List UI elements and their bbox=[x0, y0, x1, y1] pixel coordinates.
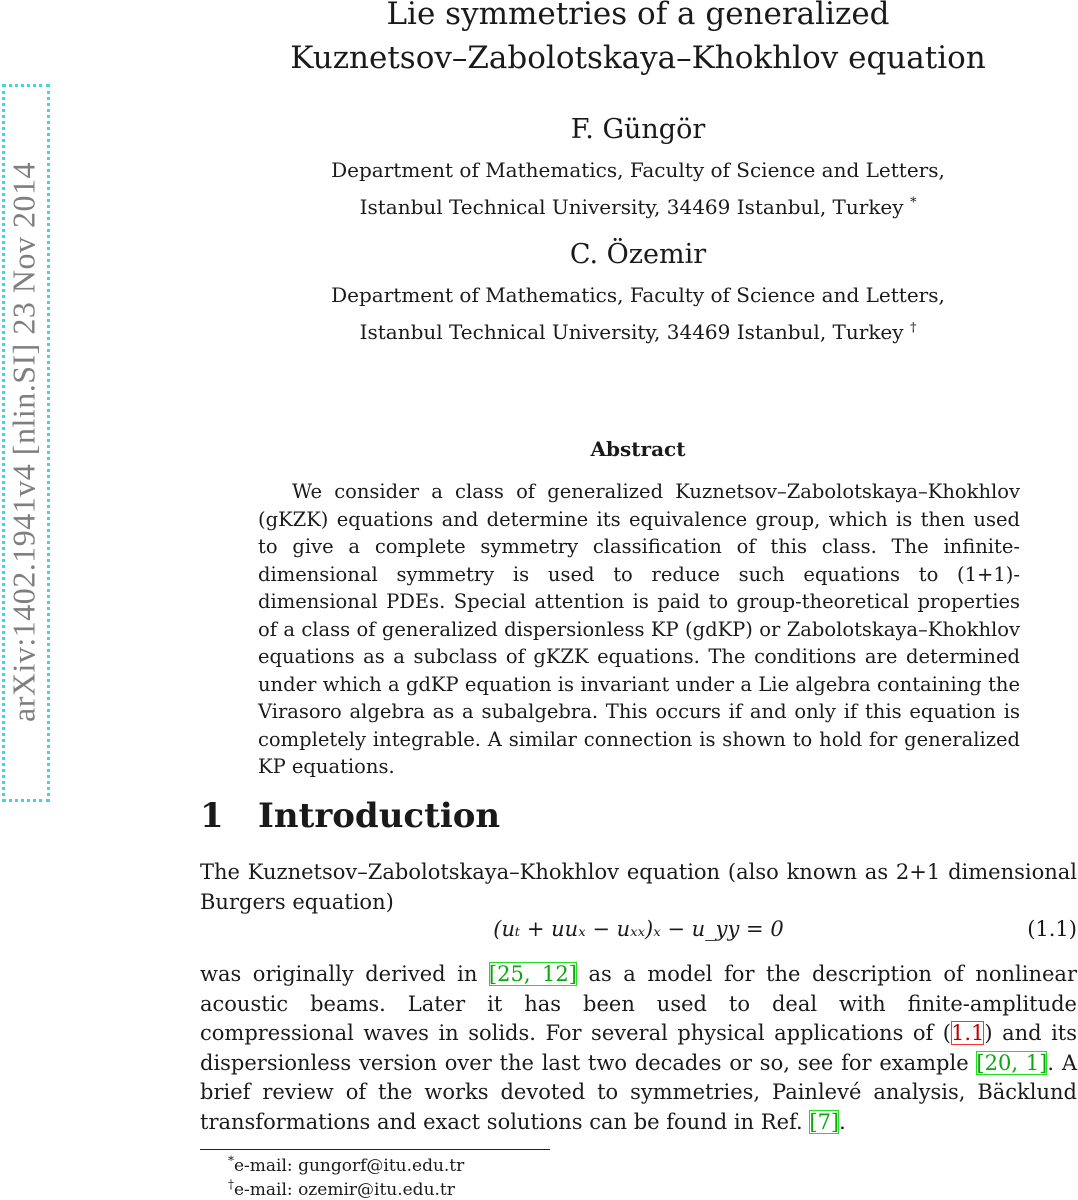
footnote-2 bbox=[228, 1177, 455, 1200]
affiliation-line: Istanbul Technical University, 34469 Istanbul, Turkey * bbox=[359, 195, 917, 219]
equation-1-1 bbox=[200, 917, 1077, 947]
footnote-mark: † bbox=[909, 320, 917, 336]
paragraph-text: ) and its dispersionless version over the last two decades or so, see for example bbox=[200, 1021, 1078, 1075]
abstract-text: We consider a class of generalized Kuznetsov–Zabolotskaya–Khokhlov (gKZK) equations and determine its equivalence group, which is then used to give a complete symmetry classification of this class. The infinite-dimensional symmetry is used to reduce such equations to (1+1)-dimensional PDEs. Special attention is paid to group-theoretical properties of a class of generalized dispersionless KP (gdKP) or Zabolotskaya–Khokhlov equations as a subclass of gKZK equations. The conditions are determined under which a gdKP equation is invariant under a Lie algebra containing the Virasoro algebra as a subalgebra. This occurs if and only if this equation is completely integrable. A similar connection is shown to hold for generalized KP equations. bbox=[258, 480, 1020, 778]
abstract-heading: Abstract bbox=[590, 437, 686, 461]
affiliation-line: Department of Mathematics, Faculty of Science and Letters, bbox=[331, 158, 945, 182]
paragraph-text: . A brief review of the works devoted to symmetries, Painlevé analysis, Bäcklund transformations and exact solutions can be found in Ref. bbox=[200, 1050, 1077, 1134]
paper-title bbox=[200, 0, 1076, 80]
title-line-1: Lie symmetries of a generalized bbox=[386, 0, 890, 32]
author-name-1: F. Güngör bbox=[570, 114, 706, 145]
footnote-rule bbox=[200, 1149, 550, 1150]
section-title: Introduction bbox=[258, 796, 501, 836]
citation-link[interactable]: [7] bbox=[809, 1109, 840, 1134]
citation-link[interactable]: [20, 1] bbox=[976, 1050, 1048, 1075]
footnote-mark: * bbox=[909, 195, 917, 211]
title-line-2: Kuznetsov–Zabolotskaya–Khokhlov equation bbox=[290, 40, 986, 76]
arxiv-stamp-text: arXiv:1402.1941v4 [nlin.SI] 23 Nov 2014 bbox=[5, 162, 42, 722]
section-heading bbox=[200, 796, 500, 836]
equation-label: (1.1) bbox=[1027, 917, 1077, 941]
affiliation-line: Department of Mathematics, Faculty of Science and Letters, bbox=[331, 283, 945, 307]
footnote-1 bbox=[228, 1153, 465, 1176]
paragraph-text: was originally derived in bbox=[200, 962, 489, 986]
author-affiliation-2 bbox=[200, 277, 1076, 351]
author-affiliation-1 bbox=[200, 152, 1076, 226]
footnote-text: e-mail: gungorf@itu.edu.tr bbox=[234, 1156, 465, 1176]
equation-body: (uₜ + uuₓ − uₓₓ)ₓ − u_yy = 0 bbox=[493, 917, 784, 941]
intro-paragraph-1: The Kuznetsov–Zabolotskaya–Khokhlov equation (also known as 2+1 dimensional Burgers equation) bbox=[200, 860, 1077, 914]
citation-link[interactable]: [25, 12] bbox=[488, 962, 577, 986]
paragraph-text: . bbox=[839, 1109, 846, 1134]
affiliation-line: Istanbul Technical University, 34469 Istanbul, Turkey † bbox=[359, 320, 917, 344]
section-number: 1 bbox=[200, 796, 224, 836]
equation-ref-link[interactable]: 1.1 bbox=[950, 1021, 985, 1045]
intro-paragraph-2 bbox=[200, 960, 1077, 1137]
author-name-2: C. Özemir bbox=[569, 239, 707, 270]
paragraph-text: as a model for the description of nonlinear acoustic beams. Later it has been used to deal with finite-amplitude compressional waves in solids. For several physical applications of ( bbox=[200, 962, 1077, 1045]
footnote-mark: † bbox=[228, 1177, 234, 1192]
footnote-text: e-mail: ozemir@itu.edu.tr bbox=[234, 1180, 455, 1200]
footnote-mark: * bbox=[228, 1153, 234, 1168]
